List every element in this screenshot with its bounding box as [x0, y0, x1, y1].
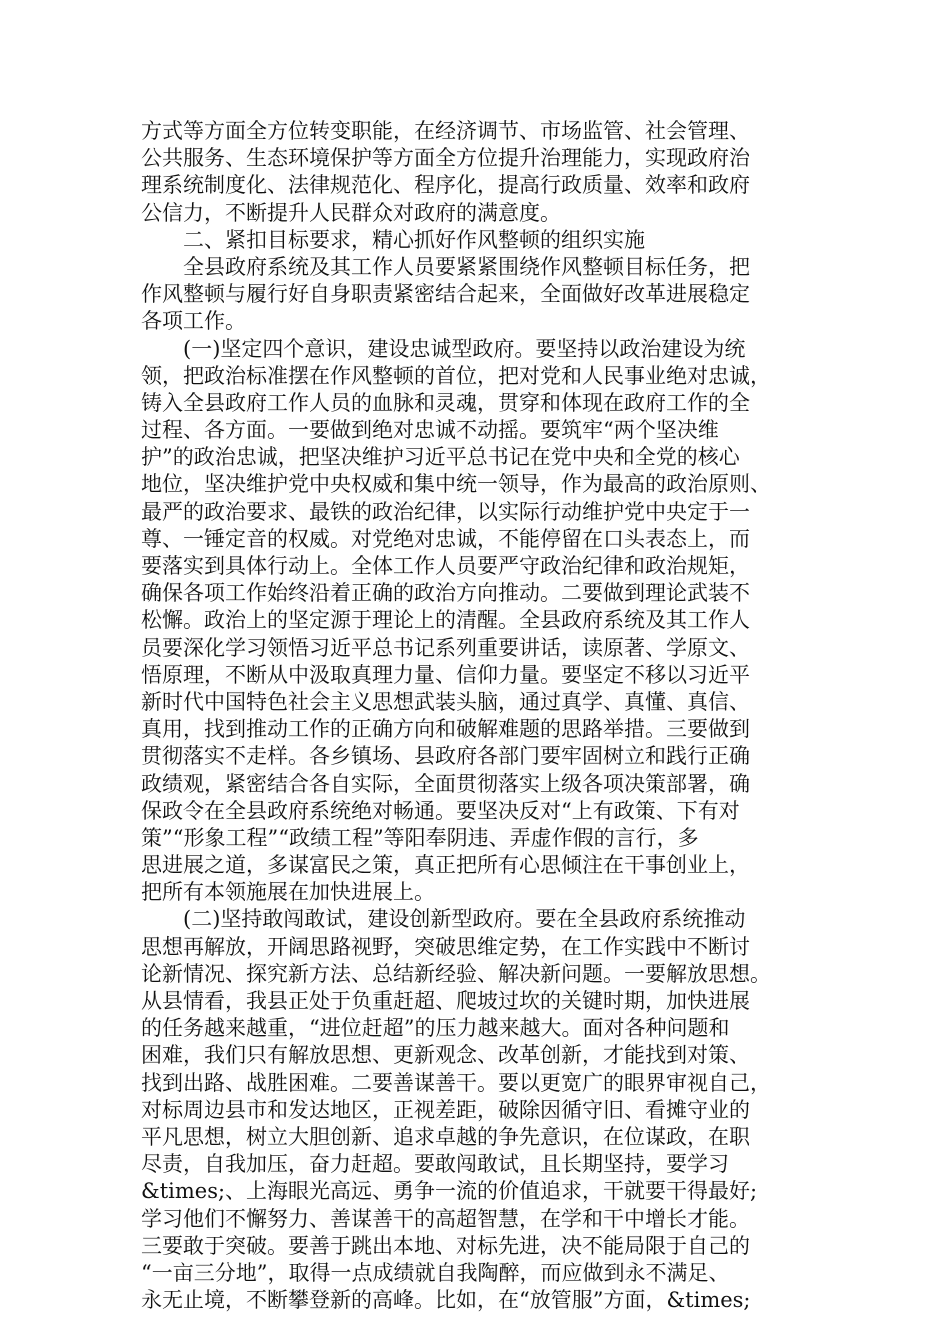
- text-line: 真用，找到推动工作的正确方向和破解难题的思路举措。三要做到: [141, 717, 750, 742]
- text-line: 思进展之道，多谋富民之策，真正把所有心思倾注在干事创业上，: [141, 853, 750, 878]
- text-line: 过程、各方面。一要做到绝对忠诚不动摇。要筑牢“两个坚决维: [141, 418, 719, 443]
- paragraph: [141, 118, 831, 227]
- text-line: 贯彻落实不走样。各乡镇场、县政府各部门要牢固树立和践行正确: [141, 744, 750, 769]
- text-line: 二、紧扣目标要求，精心抓好作风整顿的组织实施: [141, 227, 645, 252]
- text-line: 各项工作。: [141, 309, 246, 334]
- text-line: 平凡思想，树立大胆创新、追求卓越的争先意识，在位谋政，在职: [141, 1124, 750, 1149]
- text-line: 要落实到具体行动上。全体工作人员要严守政治纪律和政治规矩，: [141, 554, 750, 578]
- section-heading: [141, 227, 831, 254]
- text-line: 把所有本领施展在加快进展上。: [141, 880, 435, 905]
- text-line: (二)坚持敢闯敢试，建设创新型政府。要在全县政府系统推动: [141, 907, 746, 932]
- text-line: 对标周边县市和发达地区，正视差距，破除因循守旧、看摊守业的: [141, 1097, 750, 1122]
- text-line: 困难，我们只有解放思想、更新观念、改革创新，才能找到对策、: [141, 1043, 750, 1068]
- text-line: 公共服务、生态环境保护等方面全方位提升治理能力，实现政府治: [141, 146, 750, 171]
- text-line: 领，把政治标准摆在作风整顿的首位，把对党和人民事业绝对忠诚，: [141, 363, 771, 388]
- text-line: 铸入全县政府工作人员的血脉和灵魂，贯穿和体现在政府工作的全: [141, 390, 750, 415]
- text-line: 找到出路、战胜困难。二要善谋善干。要以更宽广的眼界审视自己，: [141, 1070, 771, 1095]
- text-line: 的任务越来越重，“进位赶超”的压力越来越大。面对各种问题和: [141, 1016, 730, 1041]
- text-line: 公信力，不断提升人民群众对政府的满意度。: [141, 200, 561, 225]
- text-line: 政绩观，紧密结合各自实际，全面贯彻落实上级各项决策部署，确: [141, 771, 750, 796]
- paragraph: [141, 336, 831, 907]
- text-line: 永无止境，不断攀登新的高峰。比如，在“放管服”方面，&times;: [141, 1288, 751, 1313]
- text-line: 地位，坚决维护党中央权威和集中统一领导，作为最高的政治原则、: [141, 472, 771, 497]
- text-line: 确保各项工作始终沿着正确的政治方向推动。二要做到理论武装不: [141, 581, 750, 606]
- text-line: 悟原理，不断从中汲取真理力量、信仰力量。要坚定不移以习近平: [141, 662, 750, 687]
- document-body: [141, 118, 831, 1314]
- text-line: 松懈。政治上的坚定源于理论上的清醒。全县政府系统及其工作人: [141, 608, 750, 633]
- text-line: 理系统制度化、法律规范化、程序化，提高行政质量、效率和政府: [141, 173, 750, 198]
- text-line: 保政令在全县政府系统绝对畅通。要坚决反对“上有政策、下有对: [141, 798, 740, 823]
- text-line: 策”“形象工程”“政绩工程”等阳奉阴违、弄虚作假的言行，多: [141, 825, 699, 850]
- text-line: 护”的政治忠诚，把坚决维护习近平总书记在党中央和全党的核心: [141, 445, 740, 470]
- text-line: 学习他们不懈努力、善谋善干的高超智慧，在学和干中增长才能。: [141, 1206, 750, 1231]
- text-line: 思想再解放，开阔思路视野，突破思维定势，在工作实践中不断讨: [141, 934, 750, 959]
- text-line: 从县情看，我县正处于负重赶超、爬坡过坎的关键时期，加快进展: [141, 989, 750, 1013]
- paragraph: [141, 906, 831, 1314]
- text-line: 员要深化学习领悟习近平总书记系列重要讲话，读原著、学原文、: [141, 635, 750, 660]
- paragraph: [141, 254, 831, 336]
- text-line: 论新情况、探究新方法、总结新经验、解决新问题。一要解放思想。: [141, 961, 771, 986]
- text-line: &times;、上海眼光高远、勇争一流的价值追求，干就要干得最好;: [141, 1179, 758, 1204]
- text-line: 尽责，自我加压，奋力赶超。要敢闯敢试，且长期坚持，要学习: [141, 1152, 729, 1177]
- text-line: 全县政府系统及其工作人员要紧紧围绕作风整顿目标任务，把: [141, 254, 750, 279]
- text-line: (一)坚定四个意识，建设忠诚型政府。要坚持以政治建设为统: [141, 336, 746, 361]
- text-line: 最严的政治要求、最铁的政治纪律，以实际行动维护党中央定于一: [141, 499, 750, 524]
- text-line: 三要敢于突破。要善于跳出本地、对标先进，决不能局限于自己的: [141, 1233, 750, 1258]
- text-line: 方式等方面全方位转变职能，在经济调节、市场监管、社会管理、: [141, 119, 750, 143]
- text-line: 新时代中国特色社会主义思想武装头脑，通过真学、真懂、真信、: [141, 689, 750, 714]
- text-line: “一亩三分地”，取得一点成绩就自我陶醉，而应做到永不满足、: [141, 1260, 730, 1285]
- text-line: 作风整顿与履行好自身职责紧密结合起来，全面做好改革进展稳定: [141, 282, 750, 307]
- text-line: 尊、一锤定音的权威。对党绝对忠诚，不能停留在口头表态上，而: [141, 526, 750, 551]
